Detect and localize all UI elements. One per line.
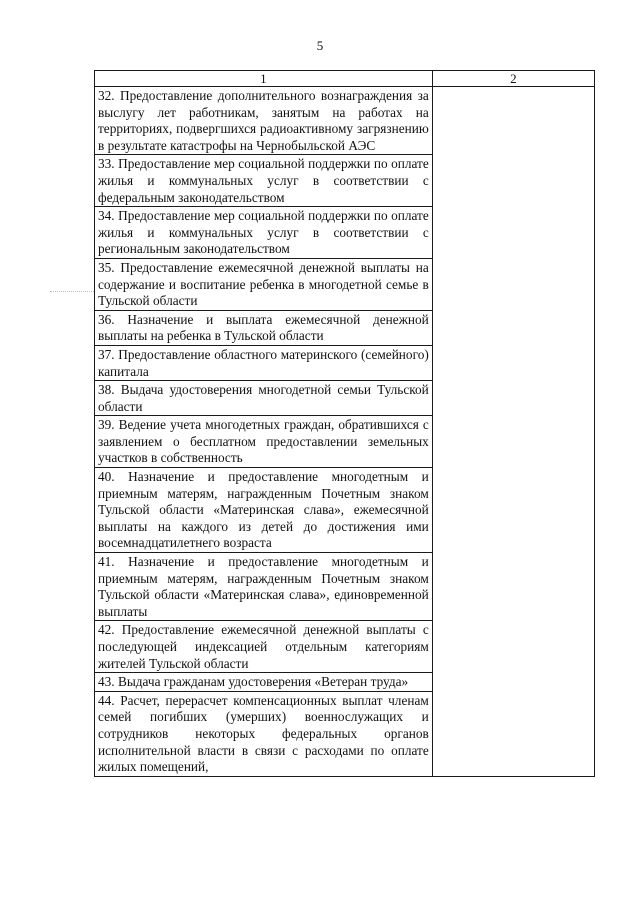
column-header-1: 1 (95, 71, 433, 87)
service-entry-39: 39. Ведение учета многодетных граждан, обратившихся с заявлением о бесплатном предоставлении земельных участков в собственность (95, 416, 433, 468)
service-entry-44: 44. Расчет, перерасчет компенсационных выплат членам семей погибших (умерших) военнослужащих и сотрудников некоторых федеральных органов исполнительной власти в связи с расходами по оплате жилых помещений, (95, 691, 433, 776)
table-row (95, 87, 595, 155)
service-entry-35: 35. Предоставление ежемесячной денежной выплаты на содержание и воспитание ребенка в многодетной семье в Тульской области (95, 258, 433, 310)
service-entry-36: 36. Назначение и выплата ежемесячной денежной выплаты на ребенка в Тульской области (95, 310, 433, 345)
service-entry-41: 41. Назначение и предоставление многодетным и приемным матерям, награжденным Почетным знаком Тульской области «Материнская слава», единовременной выплаты (95, 553, 433, 621)
service-entry-42: 42. Предоставление ежемесячной денежной выплаты с последующей индексацией отдельным категориям жителей Тульской области (95, 621, 433, 673)
service-entry-37: 37. Предоставление областного материнского (семейного) капитала (95, 345, 433, 380)
services-table (94, 70, 595, 777)
table-header-row (95, 71, 595, 87)
service-entry-38: 38. Выдача удостоверения многодетной семьи Тульской области (95, 381, 433, 416)
service-entry-43: 43. Выдача гражданам удостоверения «Ветеран труда» (95, 673, 433, 692)
service-entry-32: 32. Предоставление дополнительного вознаграждения за выслугу лет работникам, занятым на работах на территориях, подвергшихся радиоактивному загрязнению в результате катастрофы на Чернобыльской АЭС (95, 87, 433, 155)
column-header-2: 2 (432, 71, 594, 87)
scan-artifact-dots (50, 291, 94, 293)
service-entry-34: 34. Предоставление мер социальной поддержки по оплате жилья и коммунальных услуг в соответствии с региональным законодательством (95, 207, 433, 259)
service-entry-33: 33. Предоставление мер социальной поддержки по оплате жилья и коммунальных услуг в соответствии с федеральным законодательством (95, 155, 433, 207)
page-number: 5 (316, 38, 324, 53)
column-2-cell (432, 87, 594, 777)
service-entry-40: 40. Назначение и предоставление многодетным и приемным матерям, награжденным Почетным знаком Тульской области «Материнская слава», ежемесячной выплаты на каждого из детей до достижения ими восемнадцатилетнего возраста (95, 468, 433, 553)
